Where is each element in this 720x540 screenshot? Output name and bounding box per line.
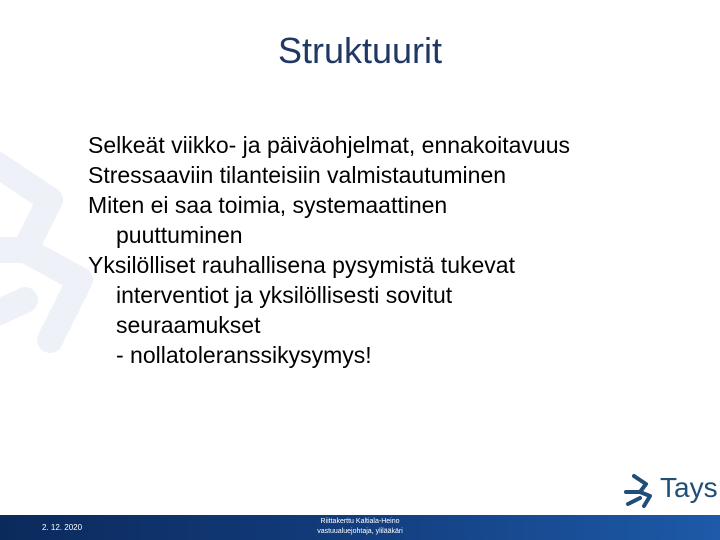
- bullet-list: [88, 130, 688, 370]
- bullet-line: Stressaaviin tilanteisiin valmistautuminen: [88, 162, 507, 188]
- footer-date: 2. 12. 2020: [42, 523, 83, 532]
- bullet-line-continuation: interventiot ja yksilöllisesti sovitut: [116, 282, 453, 308]
- bullet-line-continuation: puuttuminen: [116, 222, 243, 248]
- list-item: [88, 250, 688, 370]
- bullet-line-continuation: - nollatoleranssikysymys!: [116, 342, 372, 368]
- list-item: [88, 160, 688, 190]
- footer-bar: [0, 515, 720, 540]
- list-item: [88, 190, 688, 250]
- author-name: Riittakerttu Kaltiala-Heino: [320, 518, 400, 525]
- bullet-line-continuation: seuraamukset: [116, 312, 261, 338]
- author-title: vastuualuejohtaja, ylilääkäri: [317, 528, 403, 535]
- logo-text: Tays: [660, 472, 718, 503]
- tays-snowflake-icon: [620, 470, 660, 510]
- bullet-line: Selkeät viikko- ja päiväohjelmat, ennakoitavuus: [88, 132, 570, 158]
- footer-author: [290, 517, 430, 537]
- slide-title: Struktuurit: [277, 30, 443, 71]
- bullet-line: Yksilölliset rauhallisena pysymistä tukevat: [88, 252, 515, 278]
- bullet-line: Miten ei saa toimia, systemaattinen: [88, 192, 448, 218]
- list-item: [88, 130, 688, 160]
